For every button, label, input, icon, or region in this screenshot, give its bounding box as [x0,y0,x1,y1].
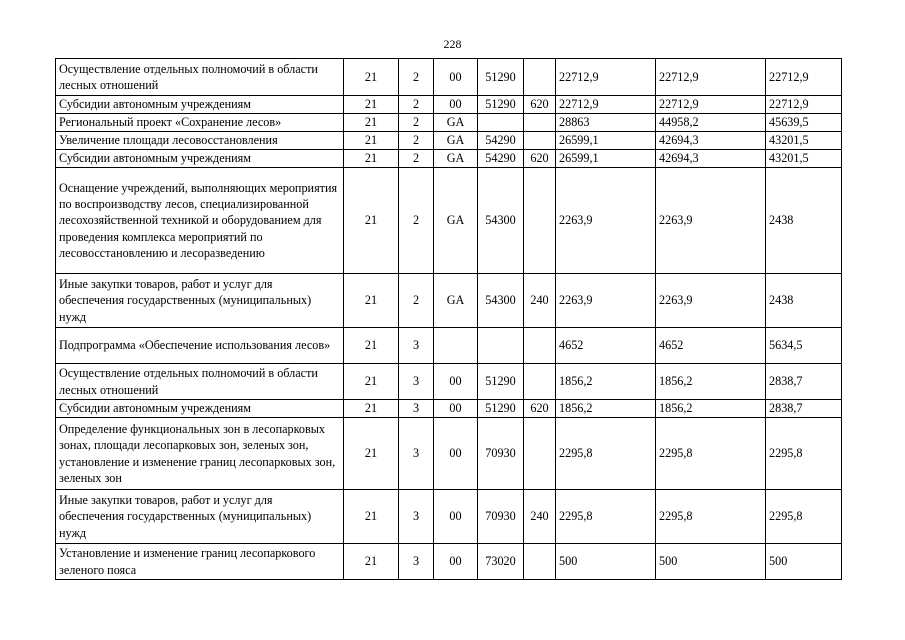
amount-year-3: 2295,8 [766,418,842,490]
expense-type-code [524,544,556,580]
amount-year-1: 22712,9 [556,96,656,114]
direction-code: 54290 [478,150,524,168]
direction-code: 54300 [478,274,524,328]
table-row [56,274,842,328]
item-name: Оснащение учреждений, выполняющих мероприятия по воспроизводству лесов, специализированной лесохозяйственной техникой и оборудованием для проведения комплекса мероприятий по лесовосстановлению и лесоразведению [56,168,344,274]
table-row [56,168,842,274]
amount-year-3: 500 [766,544,842,580]
item-name: Установление и изменение границ лесопаркового зеленого пояса [56,544,344,580]
item-name: Субсидии автономным учреждениям [56,400,344,418]
main-event-code: 00 [434,418,478,490]
program-code: 21 [344,544,399,580]
table-row [56,150,842,168]
program-code: 21 [344,364,399,400]
direction-code: 73020 [478,544,524,580]
amount-year-2: 500 [656,544,766,580]
amount-year-2: 2295,8 [656,418,766,490]
item-name: Субсидии автономным учреждениям [56,150,344,168]
amount-year-1: 500 [556,544,656,580]
amount-year-1: 2263,9 [556,274,656,328]
item-name: Осуществление отдельных полномочий в области лесных отношений [56,364,344,400]
amount-year-2: 22712,9 [656,59,766,96]
table-row [56,490,842,544]
direction-code: 51290 [478,96,524,114]
main-event-code: 00 [434,544,478,580]
direction-code: 51290 [478,59,524,96]
amount-year-3: 22712,9 [766,59,842,96]
program-code: 21 [344,59,399,96]
main-event-code: 00 [434,364,478,400]
amount-year-1: 1856,2 [556,400,656,418]
amount-year-2: 4652 [656,328,766,364]
amount-year-2: 42694,3 [656,150,766,168]
subprogram-code: 3 [399,544,434,580]
direction-code: 70930 [478,418,524,490]
amount-year-3: 5634,5 [766,328,842,364]
direction-code: 51290 [478,364,524,400]
expense-type-code [524,168,556,274]
program-code: 21 [344,132,399,150]
main-event-code: 00 [434,400,478,418]
subprogram-code: 2 [399,59,434,96]
amount-year-3: 43201,5 [766,150,842,168]
item-name: Увеличение площади лесовосстановления [56,132,344,150]
amount-year-1: 1856,2 [556,364,656,400]
main-event-code: GA [434,114,478,132]
program-code: 21 [344,114,399,132]
subprogram-code: 2 [399,114,434,132]
subprogram-code: 3 [399,364,434,400]
expense-type-code: 620 [524,150,556,168]
direction-code: 54300 [478,168,524,274]
program-code: 21 [344,490,399,544]
table-row [56,114,842,132]
main-event-code: 00 [434,59,478,96]
table-row [56,418,842,490]
expense-type-code [524,364,556,400]
amount-year-2: 1856,2 [656,364,766,400]
amount-year-2: 1856,2 [656,400,766,418]
amount-year-1: 2295,8 [556,418,656,490]
amount-year-1: 2295,8 [556,490,656,544]
amount-year-2: 2263,9 [656,274,766,328]
item-name: Подпрограмма «Обеспечение использования лесов» [56,328,344,364]
table-row [56,132,842,150]
direction-code [478,328,524,364]
subprogram-code: 3 [399,490,434,544]
program-code: 21 [344,96,399,114]
table-row [56,364,842,400]
subprogram-code: 2 [399,96,434,114]
budget-table [55,58,842,580]
program-code: 21 [344,168,399,274]
main-event-code: GA [434,132,478,150]
amount-year-1: 4652 [556,328,656,364]
amount-year-2: 2263,9 [656,168,766,274]
main-event-code: GA [434,168,478,274]
amount-year-2: 2295,8 [656,490,766,544]
expense-type-code [524,418,556,490]
amount-year-1: 2263,9 [556,168,656,274]
amount-year-2: 44958,2 [656,114,766,132]
amount-year-1: 26599,1 [556,132,656,150]
amount-year-2: 42694,3 [656,132,766,150]
expense-type-code [524,59,556,96]
expense-type-code [524,114,556,132]
subprogram-code: 3 [399,418,434,490]
main-event-code: GA [434,274,478,328]
amount-year-3: 22712,9 [766,96,842,114]
item-name: Региональный проект «Сохранение лесов» [56,114,344,132]
subprogram-code: 3 [399,400,434,418]
amount-year-3: 45639,5 [766,114,842,132]
amount-year-1: 22712,9 [556,59,656,96]
expense-type-code: 240 [524,490,556,544]
program-code: 21 [344,150,399,168]
item-name: Определение функциональных зон в лесопарковых зонах, площади лесопарковых зон, зеленых зон, установление и изменение границ лесопарковых зон, зеленых зон [56,418,344,490]
program-code: 21 [344,400,399,418]
amount-year-1: 26599,1 [556,150,656,168]
subprogram-code: 2 [399,132,434,150]
item-name: Субсидии автономным учреждениям [56,96,344,114]
table-row [56,544,842,580]
main-event-code: 00 [434,96,478,114]
amount-year-3: 2438 [766,168,842,274]
subprogram-code: 3 [399,328,434,364]
main-event-code: 00 [434,490,478,544]
amount-year-3: 2438 [766,274,842,328]
item-name: Иные закупки товаров, работ и услуг для обеспечения государственных (муниципальных) нужд [56,490,344,544]
expense-type-code: 620 [524,96,556,114]
program-code: 21 [344,418,399,490]
expense-type-code: 620 [524,400,556,418]
amount-year-3: 43201,5 [766,132,842,150]
direction-code: 51290 [478,400,524,418]
table-row [56,96,842,114]
expense-type-code [524,328,556,364]
item-name: Иные закупки товаров, работ и услуг для обеспечения государственных (муниципальных) нужд [56,274,344,328]
main-event-code: GA [434,150,478,168]
page-number: 228 [443,37,462,51]
amount-year-3: 2295,8 [766,490,842,544]
program-code: 21 [344,274,399,328]
program-code: 21 [344,328,399,364]
direction-code: 54290 [478,132,524,150]
item-name: Осуществление отдельных полномочий в области лесных отношений [56,59,344,96]
amount-year-3: 2838,7 [766,364,842,400]
subprogram-code: 2 [399,168,434,274]
subprogram-code: 2 [399,150,434,168]
direction-code [478,114,524,132]
table-body [56,59,842,580]
table-row [56,59,842,96]
table-row [56,328,842,364]
direction-code: 70930 [478,490,524,544]
amount-year-2: 22712,9 [656,96,766,114]
table-row [56,400,842,418]
main-event-code [434,328,478,364]
amount-year-3: 2838,7 [766,400,842,418]
subprogram-code: 2 [399,274,434,328]
expense-type-code [524,132,556,150]
amount-year-1: 28863 [556,114,656,132]
expense-type-code: 240 [524,274,556,328]
